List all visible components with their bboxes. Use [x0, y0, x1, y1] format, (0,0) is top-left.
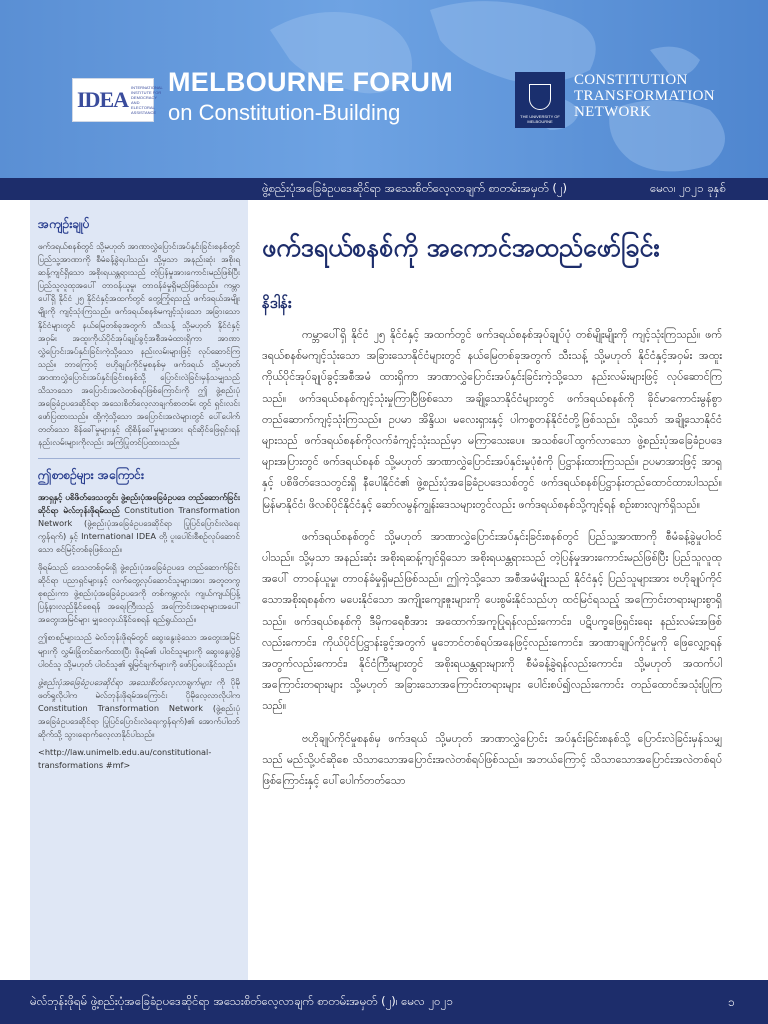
- ctn-line-2: TRANSFORMATION: [574, 88, 715, 104]
- crest-icon: [529, 84, 551, 110]
- ctn-line-1: CONSTITUTION: [574, 72, 688, 88]
- idea-logo-word: IDEA: [77, 87, 129, 112]
- footer-text: မဲလ်ဘုန်းဖိုရမ် ဖွဲ့စည်းပုံအခြေခံဥပဒေဆိုင်ရာ အသေးစိတ်လေ့လာချက် စာတမ်းအမှတ် (၂)၊ မေလ ၂၀၂၁: [30, 994, 453, 1008]
- main-content: [262, 200, 722, 980]
- forum-subtitle: on Constitution-Building: [168, 100, 401, 125]
- melbourne-logo-text: THE UNIVERSITY OF MELBOURNE: [520, 114, 560, 124]
- body-text: [262, 324, 722, 802]
- idea-logo-caption: INTERNATIONAL INSTITUTE FOR DEMOCRACY AND ELECTORAL ASSISTANCE: [131, 85, 163, 115]
- about-series-heading: ဤစာစဉ်များ အကြောင်း: [38, 467, 144, 482]
- website-link[interactable]: <http://law.unimelb.edu.au/constitutional-transformations #mf>: [38, 747, 212, 771]
- about-paragraph-4-italic: ဖွဲ့စည်းပုံအခြေခံဥပဒေဆိုင်ရာ အသေးစိတ်လေ့လာချက်များ: [38, 676, 212, 687]
- about-paragraph-4-rest: ကို ပိုမိုဖတ်ရှုလိုပါက မဲလ်ဘုန်းဖိုရမ်အကြောင်း ပိုမိုလေ့လာလိုပါက Constitution Transformation Network (ဖွဲ့စည်းပုံအခြေခံဥပဒေဆိုင်ရာ ပြုပြင်ပြောင်းလဲရေးကွန်ရက်)၏ အောက်ပါဝဘ်ဆိုက်သို့ သွားရောက်လေ့လာနိုင်ပါသည်။: [38, 676, 240, 740]
- ctn-logo-text: [574, 72, 715, 120]
- introduction-heading: နိဒါန်း: [262, 294, 292, 312]
- sidebar-divider: [38, 458, 240, 459]
- about-paragraph-3: ဤစာစဉ်များသည် မဲလ်ဘုန်းဖိုရမ်တွင် ဆွေးနွေးခဲ့သော အတွေးအမြင်များကို လွှမ်းခြုံတင်ဆက်ထားပြီး ဖိုရမ်၏ ပါဝင်သူများကို ဆွေးနွေးပွဲ၌ ပါဝင်သူ သို့မဟုတ် ပါဝင်သူ၏ ရှုမြင်ချက်များကို ဖော်ပြပေးနိုင်သည်။: [38, 632, 240, 669]
- ctn-line-3: NETWORK: [574, 104, 652, 120]
- about-paragraph-1-bold: အာရှနှင့် ပစိဖိတ်ဒေသတွင်း ဖွဲ့စည်းပုံအခြေခံဥပဒေ တည်ဆောက်ခြင်းဆိုင်ရာ မဲလ်ဘုန်းဖိုရမ်သည်: [38, 491, 240, 515]
- series-bar: [0, 178, 768, 200]
- publication-date: မေလ၊ ၂၀၂၁ ခုနှစ်: [650, 181, 726, 195]
- sidebar: [30, 200, 248, 980]
- idea-logo: [72, 78, 163, 122]
- footer: [0, 980, 768, 1024]
- summary-text: ဖက်ဒရယ်စနစ်တွင် သို့မဟုတ် အာဏာလွှဲပြောင်းအပ်နှင်းခြင်းစနစ်တွင် ပြည်သူ့အာဏာကို စီမံခန့်ခွဲရပါသည်။ သို့မှသာ အနည်းဆုံး အစိုးရဆန့်ကျင်ရှိသော အစိုးရယန္တရားသည် တဲ့ပြန်မှုအားကောင်းမည်ဖြစ်ပြီး ပြည်သူလူထုအပေါ် တာဝန်ယူမှု၊ တာဝန်ခံမှုရှိမည်ဖြစ်သည်။ ကမ္ဘာပေါ်ရှိ နိုင်ငံ ၂၅ နိုင်ငံနှင့်အထက်တွင် တွေ့ကြုံရသည့် ဖက်ဒရယ်အမျိုးမျိုးကို ကျင့်သုံးကြသည်။ ဖက်ဒရယ်စနစ်မကျင့်သုံးသော အခြားသောနိုင်ငံများတွင် နယ်မြေတစ်ခုအတွက် သီးသန့် သို့မဟုတ် နိုင်ငံနှင့်အဝှမ်း အထူးကိုယ်ပိုင်အုပ်ချုပ်ခွင့်အစီအမံထားရှိကာ အာဏာလွှဲပြောင်းအပ်နှင်းခြင်းကဲ့သို့သော နည်းလမ်းများဖြင့် လုပ်ဆောင်ကြသည်။ ဘာကြောင့် ဗဟိုချုပ်ကိုင်မှုစနစ်မှ ဖက်ဒရယ် သို့မဟုတ် အာဏာလွှဲပြောင်းအပ်နှင်းခြင်းစနစ်သို့ ပြောင်းလဲခြင်းမှန်သမျှသည် သိသာသော အပြောင်းအလဲတစ်ရပ်ဖြစ်ကြောင်းကို ဤ ဖွဲ့စည်းပုံအခြေခံဥပဒေဆိုင်ရာ အသေးစိတ်လေ့လာချက်စာတမ်း တွင် ရှင်းလင်းဖော်ပြထားသည်။ ထို့ကဲ့သို့သော အပြောင်းအလဲများတွင် ပေါ်ပေါက်တတ်သော စိန်ခေါ်မှုများနှင့် ထိုစိန်ခေါ်မှုများအား ရင်ဆိုင်ဖြေရှင်းရန် နည်းလမ်းများကိုလည်း အကြံပြုတင်ပြထားသည်။: [38, 241, 240, 448]
- about-paragraph-4: [38, 676, 240, 741]
- forum-title: MELBOURNE FORUM: [168, 67, 453, 97]
- body-paragraph: ဖက်ဒရယ်စနစ်တွင် သို့မဟုတ် အာဏာလွှဲပြောင်းအပ်နှင်းခြင်းစနစ်တွင် ပြည်သူ့အာဏာကို စီမံခန့်ခွဲမှုပါဝင်ပါသည်။ သို့မှသာ အနည်းဆုံး အစိုးရဆန့်ကျင်ရှိသော အစိုးရယန္တရားသည် တဲ့ပြန်မှုအားကောင်းမည်ဖြစ်ပြီး ပြည်သူလူထုအပေါ် တာဝန်ယူမှု၊ တာဝန်ခံမှုရှိမည်ဖြစ်သည်။ ဤကဲ့သို့သော အစီအမံမျိုးသည် နိုင်ငံနှင့် ပြည်သူများအား ဗဟိုချုပ်ကိုင်သောအစိုးရစနစ်က မပေးနိုင်သော အကျိုးကျေးဇူးများကို ပေးစွမ်းနိုင်သည်ဟု ထင်မြင်ရသည့် အကြောင်းတရားများစွာရှိသည်။ ဖက်ဒရယ်စနစ်ကို ဒီမိုကရေစီအား အထောက်အကူပြုရန်လည်းကောင်း၊ ပဋိပက္ခဖြေရှင်းရေး နည်းလမ်းအဖြစ်လည်းကောင်း၊ ကိုယ်ပိုင်ပြဋ္ဌာန်းခွင့်အတွက် မူဘောင်တစ်ရပ်အနေဖြင့်လည်းကောင်း၊ အာဏာချုပ်ကိုင်မှုကို ဖြေလျှော့ရန်အတွက်လည်းကောင်း၊ နိုင်ငံကြီးများတွင် အစိုးရယန္တရားများကို စီမံခန့်ခွဲရန်လည်းကောင်း၊ သို့မဟုတ် အထက်ပါ အကြောင်းတရားများ သို့မဟုတ် အခြားသောအကြောင်းတရားများ ပေါင်းစပ်၍လည်းကောင်း တည်ထောင်အသုံးပြုကြသည်။: [262, 529, 722, 713]
- about-paragraph-1: [38, 491, 240, 556]
- page-title: ဖက်ဒရယ်စနစ်ကို အကောင်အထည်ဖော်ခြင်း: [262, 233, 660, 262]
- body-paragraph: ကမ္ဘာပေါ်ရှိ နိုင်ငံ ၂၅ နိုင်ငံနှင့် အထက်တွင် ဖက်ဒရယ်စနစ်အုပ်ချုပ်ပုံ တစ်မျိုးမျိုးကို ကျင့်သုံးကြသည်။ ဖက်ဒရယ်စနစ်မကျင့်သုံးသော အခြားသောနိုင်ငံများတွင် နယ်မြေတစ်ခုအတွက် သီးသန့် သို့မဟုတ် နိုင်ငံနှင့်အဝှမ်း အထူးကိုယ်ပိုင်အုပ်ချုပ်ခွင့်အစီအမံ ထားရှိကာ အာဏာလွှဲပြောင်းအပ်နှင်းခြင်းကဲ့သို့သော နည်းလမ်းများဖြင့် လုပ်ဆောင်ကြသည်။ ဖက်ဒရယ်စနစ်ကျင့်သုံးမှုကြာပြီဖြစ်သော အချို့သောနိုင်ငံများတွင် ဖက်ဒရယ်စနစ်ကို ခိုင်မာကောင်းမွန်စွာ တည်ဆောက်ကျင့်သုံးကြသည်။ ဥပမာ အိန္ဒိယ၊ မလေးရှားနှင့် ပါကစ္စတန်နိုင်ငံတို့ဖြစ်သည်။ သို့သော် အချို့သောနိုင်ငံများသည် ဖက်ဒရယ်စနစ်ကိုလက်ခံကျင့်သုံးသည်မှာ မကြာသေးပေ။ အသစ်ပေါ်ထွက်လာသော ဖွဲ့စည်းပုံအခြေခံဥပဒေများအပြားတွင် ဖက်ဒရယ်စနစ် သို့မဟုတ် အာဏာလွှဲပြောင်းအပ်နှင်းမှုပုံစံကို ပြဋ္ဌာန်းထားကြသည်။ ဥပမာအားဖြင့် အာရှနှင့် ပစိဖိတ်ဒေသတွင်းရှိ နီပေါနိုင်ငံ၏ ဖွဲ့စည်းပုံအခြေခံဥပဒေသစ်တွင် ဖက်ဒရယ်စနစ်ပြဋ္ဌာန်းတည်ထောင်ထားပါသည်။ မြန်မာနိုင်ငံ၊ ဖိလစ်ပိုင်နိုင်ငံနှင့် ဆော်လမွန်ကျွန်းဒေသများတွင်လည်း ဖက်ဒရယ်စနစ်သို့ကျင့်ရန် စဉ်းစားလျက်ရှိသည်။: [262, 328, 722, 511]
- page-number: ၁: [728, 995, 735, 1009]
- about-paragraph-2: ဖိုရမ်သည် ဒေသတစ်ဝှမ်းရှိ ဖွဲ့စည်းပုံအခြေခံဥပဒေ တည်ဆောက်ခြင်းဆိုင်ရာ ပညာရှင်များနှင့် လက်တွေ့လုပ်ဆောင်သူများအား အတူတကွစုစည်းကာ ဖွဲ့စည်းပုံအခြေခံဥပဒေကို တစ်ကမ္ဘာလုံး ကျယ်ကျယ်ပြန့်ပြန့်နားလည်နိုင်စေရန် အရေးကြီးသည့် အကြောင်းအရာများအပေါ် အတွေးအမြင်များ မျှဝေလှယ်နိုင်စေရန် ရည်ရွယ်သည်။: [38, 561, 240, 625]
- university-of-melbourne-logo: [515, 72, 565, 128]
- body-paragraph: ဗဟိုချုပ်ကိုင်မှုစနစ်မှ ဖက်ဒရယ် သို့မဟုတ် အာဏာလွှဲပြောင်း အပ်နှင်းခြင်းစနစ်သို့ ပြောင်းလဲခြင်းမှန်သမျှသည် မည်သို့ပင်ဆိုစေ သိသာသောအပြောင်းအလဲတစ်ရပ်ဖြစ်သည်။ အဘယ်ကြောင့် သိသာသောအပြောင်းအလဲတစ်ရပ်ဖြစ်ကြောင်းနှင့် ပေါ်ပေါက်တတ်သော: [262, 731, 722, 788]
- summary-heading: အကျဉ်းချုပ်: [38, 217, 90, 231]
- header-banner: [0, 0, 768, 178]
- about-paragraph-1-rest: Constitution Transformation Network (ဖွဲ့စည်းပုံအခြေခံဥပဒေဆိုင်ရာ ပြုပြင်ပြောင်းလဲရေးကွန်ရက်) နှင့် International IDEA တို့ ပူးပေါင်းစီစဉ်လုပ်ဆောင်သော စင်မြင့်တစ်ခုဖြစ်သည်။: [38, 504, 240, 554]
- series-title: ဖွဲ့စည်းပုံအခြေခံဥပဒေဆိုင်ရာ အသေးစိတ်လေ့လာချက် စာတမ်းအမှတ် (၂): [262, 181, 568, 195]
